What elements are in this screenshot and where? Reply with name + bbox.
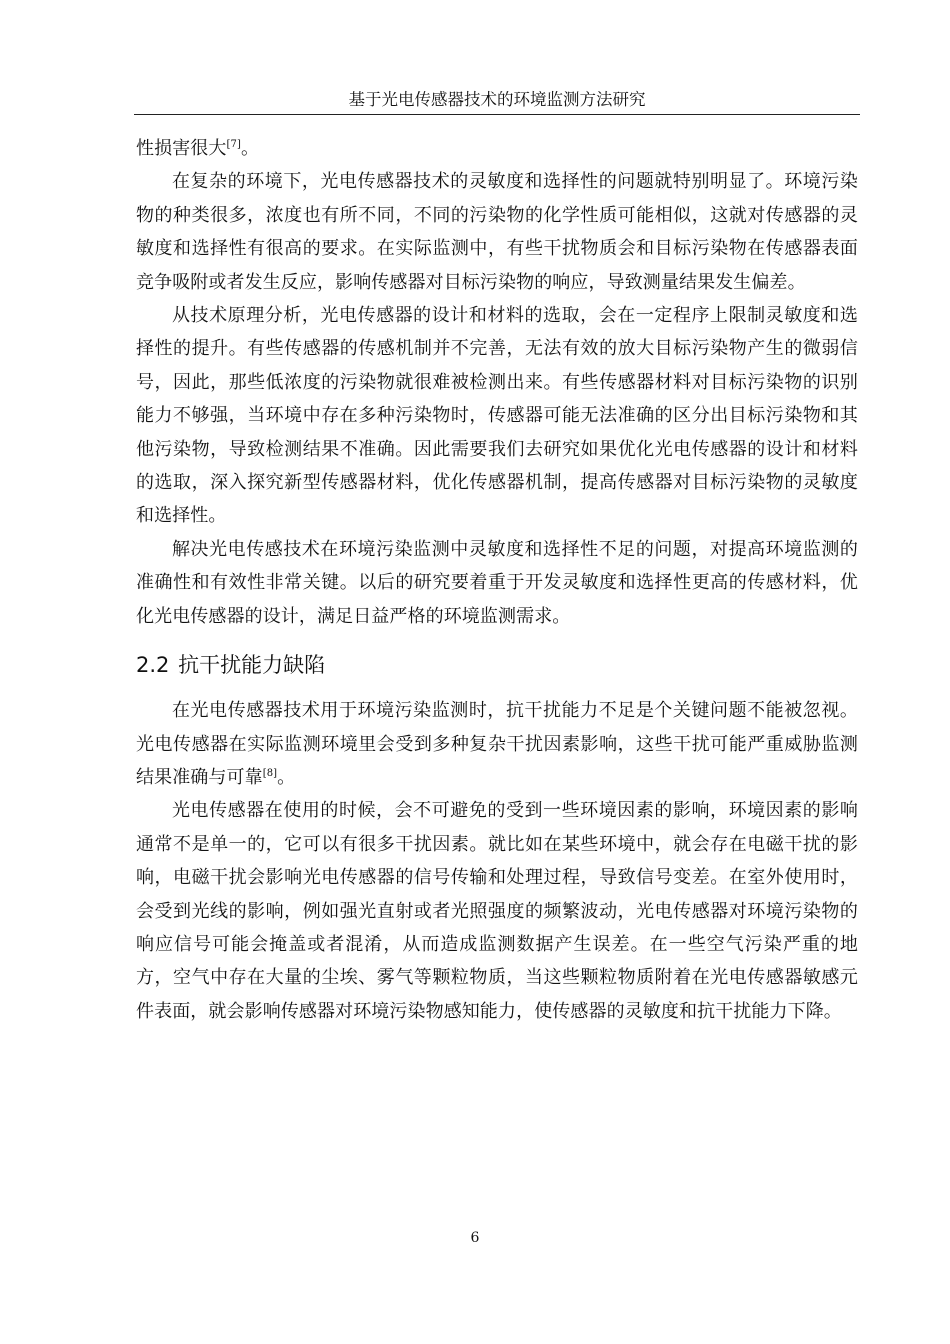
citation-7: [7]	[226, 139, 241, 150]
paragraph-tail: 。	[240, 138, 260, 159]
document-body	[136, 132, 858, 1028]
paragraph-anti-interference-intro	[136, 694, 858, 794]
section-heading	[136, 645, 858, 685]
paragraph-environmental-factors: 光电传感器在使用的时候，会不可避免的受到一些环境因素的影响，环境因素的影响通常不是单一的，它可以有很多干扰因素。就比如在某些环境中，就会存在电磁干扰的影响，电磁干扰会影响光电传感器的信号传输和处理过程，导致信号变差。在室外使用时，会受到光线的影响，例如强光直射或者光照强度的频繁波动，光电传感器对环境污染物的响应信号可能会掩盖或者混淆，从而造成监测数据产生误差。在一些空气污染严重的地方，空气中存在大量的尘埃、雾气等颗粒物质，当这些颗粒物质附着在光电传感器敏感元件表面，就会影响传感器对环境污染物感知能力，使传感器的灵敏度和抗干扰能力下降。	[136, 800, 858, 1022]
paragraph-text: 性损害很大	[136, 138, 227, 159]
page-number: 6	[470, 1230, 480, 1246]
citation-8: [8]	[262, 767, 278, 779]
paragraph-continuation	[136, 132, 858, 165]
paragraph-solution: 解决光电传感技术在环境污染监测中灵敏度和选择性不足的问题，对提高环境监测的准确性和有效性非常关键。以后的研究要着重于开发灵敏度和选择性更高的传感材料，优化光电传感器的设计，满足日益严格的环境监测需求。	[136, 538, 858, 627]
section-title-text: 抗干扰能力缺陷	[178, 653, 326, 678]
page-header-title: 基于光电传感器技术的环境监测方法研究	[348, 90, 646, 109]
section-number: 2.2	[136, 653, 170, 678]
paragraph-tail: 。	[277, 766, 296, 788]
header-divider	[134, 114, 860, 115]
paragraph-technical-principle: 从技术原理分析，光电传感器的设计和材料的选取，会在一定程序上限制灵敏度和选择性的提升。有些传感器的传感机制并不完善，无法有效的放大目标污染物产生的微弱信号，因此，那些低浓度的污染物就很难被检测出来。有些传感器材料对目标污染物的识别能力不够强，当环境中存在多种污染物时，传感器可能无法准确的区分出目标污染物和其他污染物，导致检测结果不准确。因此需要我们去研究如果优化光电传感器的设计和材料的选取，深入探究新型传感器材料，优化传感器机制，提高传感器对目标污染物的灵敏度和选择性。	[136, 305, 858, 527]
paragraph-sensitivity-complex-env: 在复杂的环境下，光电传感器技术的灵敏度和选择性的问题就特别明显了。环境污染物的种类很多，浓度也有所不同，不同的污染物的化学性质可能相似，这就对传感器的灵敏度和选择性有很高的要求。在实际监测中，有些干扰物质会和目标污染物在传感器表面竞争吸附或者发生反应，影响传感器对目标污染物的响应，导致测量结果发生偏差。	[136, 171, 858, 293]
paragraph-text: 在光电传感器技术用于环境污染监测时，抗干扰能力不足是个关键问题不能被忽视。光电传感器在实际监测环境里会受到多种复杂干扰因素影响，这些干扰可能严重威胁监测结果准确与可靠	[136, 700, 858, 788]
